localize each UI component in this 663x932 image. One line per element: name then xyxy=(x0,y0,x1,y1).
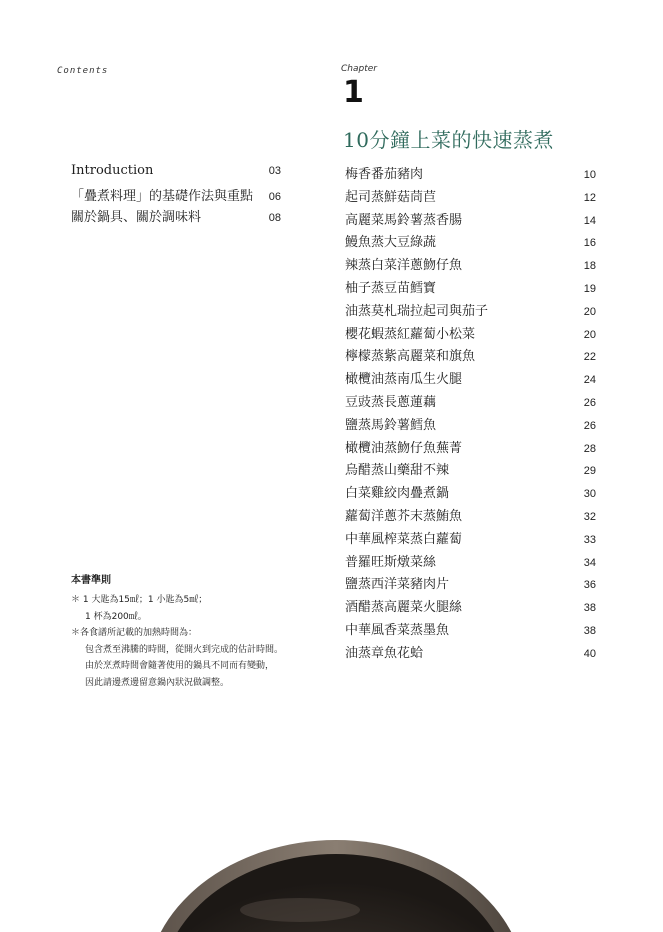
recipe-title: 豆豉蒸長蔥蓮藕 xyxy=(345,394,437,410)
recipe-page: 22 xyxy=(583,351,596,364)
recipe-title: 辣蒸白菜洋蔥魩仔魚 xyxy=(345,258,463,274)
recipe-title: 油蒸章魚花蛤 xyxy=(345,645,424,661)
recipe-title: 梅香番茄豬肉 xyxy=(345,167,424,182)
toc-entry-page: 06 xyxy=(268,190,281,203)
recipe-entry[interactable] xyxy=(345,482,596,505)
guideline-line: ＊ 1 大匙為15㎖；1 小匙為5㎖； xyxy=(71,595,208,605)
recipe-page: 38 xyxy=(583,602,596,615)
recipe-entry[interactable] xyxy=(345,391,596,414)
recipe-entry[interactable] xyxy=(345,573,596,596)
chapter-title: 10分鐘上菜的快速蒸煮 xyxy=(343,128,554,152)
recipe-title: 鹽蒸西洋菜豬肉片 xyxy=(345,577,450,593)
recipe-title: 起司蒸鮮菇茼苣 xyxy=(345,189,437,205)
toc-entry[interactable] xyxy=(71,163,281,185)
recipe-title: 橄欖油蒸南瓜生火腿 xyxy=(345,372,463,388)
recipe-page: 33 xyxy=(583,533,596,546)
recipe-page: 20 xyxy=(583,305,596,318)
recipe-title: 柚子蒸豆苗鱈寶 xyxy=(345,280,437,296)
recipe-entry[interactable] xyxy=(345,323,596,346)
recipe-entry[interactable] xyxy=(345,254,596,277)
recipe-entry[interactable] xyxy=(345,163,596,186)
contents-label: Contents xyxy=(57,66,109,76)
recipe-entry[interactable] xyxy=(345,551,596,574)
recipe-entry[interactable] xyxy=(345,505,596,528)
recipe-entry[interactable] xyxy=(345,186,596,209)
recipe-entry[interactable] xyxy=(345,277,596,300)
recipe-title: 高麗菜馬鈴薯蒸香腸 xyxy=(345,212,463,228)
recipe-page: 19 xyxy=(583,282,596,295)
guideline-line: 因此請邊煮邊留意鍋內狀況做調整。 xyxy=(85,677,230,688)
recipe-entry[interactable] xyxy=(345,528,596,551)
recipe-title: 油蒸莫札瑞拉起司與茄子 xyxy=(345,303,489,319)
recipe-page: 34 xyxy=(583,556,596,569)
recipe-page: 16 xyxy=(583,237,596,250)
recipe-entry[interactable] xyxy=(345,231,596,254)
recipe-title: 蘿蔔洋蔥芥末蒸鮪魚 xyxy=(345,508,463,524)
recipe-page: 29 xyxy=(583,465,596,478)
recipe-title: 酒醋蒸高麗菜火腿絲 xyxy=(345,600,463,616)
recipe-title: 白菜雞絞肉疊煮鍋 xyxy=(345,486,450,502)
recipe-page: 20 xyxy=(583,328,596,341)
recipe-title: 鹽蒸馬鈴薯鱈魚 xyxy=(345,417,437,433)
recipe-page: 26 xyxy=(583,396,596,409)
recipe-page: 38 xyxy=(583,624,596,637)
toc-entry-page: 03 xyxy=(268,165,281,177)
recipe-title: 檸檬蒸紫高麗菜和旗魚 xyxy=(345,349,476,365)
recipe-page: 36 xyxy=(583,579,596,592)
chapter-label: Chapter xyxy=(341,64,377,74)
toc-entry-page: 08 xyxy=(268,212,281,224)
recipe-page: 10 xyxy=(583,169,596,181)
guidelines-title: 本書準則 xyxy=(71,575,111,586)
pot-highlight xyxy=(240,898,360,922)
recipe-entry[interactable] xyxy=(345,209,596,232)
recipe-title: 中華風榨菜蒸白蘿蔔 xyxy=(345,531,463,547)
toc-right-list xyxy=(345,163,596,665)
guideline-line: 由於烹煮時間會隨著使用的鍋具不同而有變動， xyxy=(85,661,275,671)
recipe-title: 鰻魚蒸大豆綠蔬 xyxy=(345,235,437,251)
toc-entry[interactable] xyxy=(71,206,281,228)
book-guidelines xyxy=(71,571,321,691)
recipe-title: 櫻花蝦蒸紅蘿蔔小松菜 xyxy=(345,326,476,342)
recipe-entry[interactable] xyxy=(345,642,596,665)
recipe-title: 烏醋蒸山藥甜不辣 xyxy=(345,463,450,479)
toc-left-list xyxy=(71,163,281,228)
recipe-entry[interactable] xyxy=(345,368,596,391)
recipe-page: 24 xyxy=(583,374,596,387)
guideline-line: 包含煮至沸騰的時間，從開火到完成的估計時間。 xyxy=(85,644,284,655)
recipe-page: 32 xyxy=(583,510,596,523)
guideline-line: ＊各食譜所記載的加熱時間為： xyxy=(71,628,198,638)
recipe-page: 30 xyxy=(583,488,596,501)
recipe-entry[interactable] xyxy=(345,345,596,368)
toc-entry[interactable] xyxy=(71,185,281,207)
recipe-title: 中華風香菜蒸墨魚 xyxy=(345,622,450,638)
recipe-entry[interactable] xyxy=(345,459,596,482)
toc-entry-title: Introduction xyxy=(71,163,154,178)
recipe-page: 12 xyxy=(583,191,596,204)
recipe-entry[interactable] xyxy=(345,596,596,619)
guideline-line: 1 杯為200㎖。 xyxy=(85,611,147,622)
recipe-page: 14 xyxy=(583,214,596,227)
toc-entry-title: 關於鍋具、關於調味料 xyxy=(71,210,202,225)
toc-entry-title: 「疊煮料理」的基礎作法與重點 xyxy=(71,188,254,204)
cast-iron-pot-image xyxy=(0,760,663,932)
recipe-page: 18 xyxy=(583,260,596,273)
chapter-number: 1 xyxy=(343,75,364,110)
pot-photo xyxy=(0,760,663,932)
recipe-page: 40 xyxy=(583,647,596,660)
recipe-title: 橄欖油蒸魩仔魚蕪菁 xyxy=(345,440,463,456)
recipe-entry[interactable] xyxy=(345,619,596,642)
recipe-entry[interactable] xyxy=(345,300,596,323)
recipe-entry[interactable] xyxy=(345,437,596,460)
recipe-page: 28 xyxy=(583,442,596,455)
recipe-entry[interactable] xyxy=(345,414,596,437)
recipe-page: 26 xyxy=(583,419,596,432)
recipe-title: 普羅旺斯燉菜絲 xyxy=(345,554,437,570)
